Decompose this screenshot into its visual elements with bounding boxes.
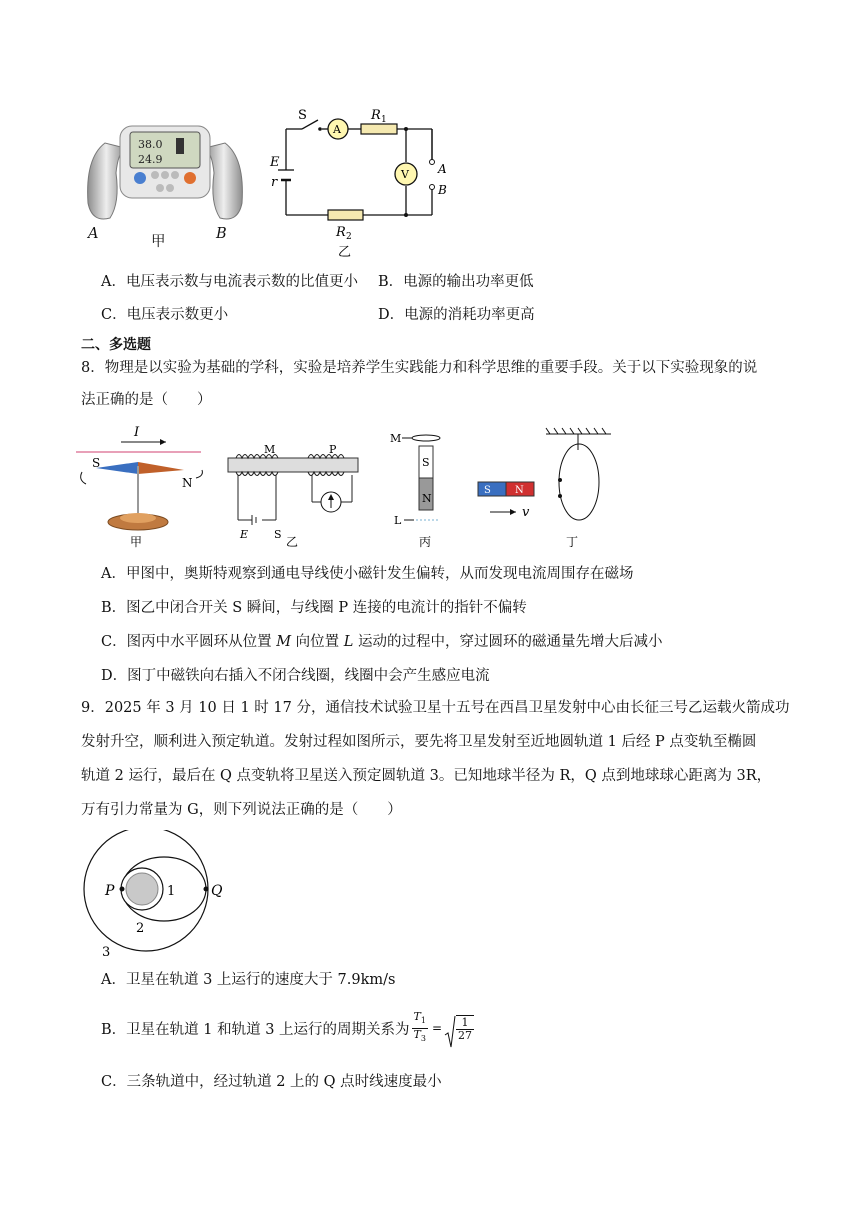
fig7-circuit — [266, 102, 466, 262]
sqrt-expression — [444, 1015, 476, 1042]
q9-stem-line1: 9．2025 年 3 月 10 日 1 时 17 分，通信技术试验卫星十五号在西昌卫星发射中心由长征三号乙运载火箭成功 — [81, 700, 790, 716]
bing-s-label: S — [422, 456, 430, 469]
lcd-bottom-reading: 24.9 — [138, 153, 163, 166]
experiment-figures — [76, 420, 636, 552]
terminal-a-label: A — [438, 162, 447, 176]
yi-s-label: S — [274, 528, 282, 541]
q9-stem-line2: 发射升空，顺利进入预定轨道。发射过程如图所示，要先将卫星发射至近地圆轨道 1 后经 P 点变轨至椭圆 — [81, 734, 757, 750]
sqrt-denominator: 27 — [458, 1028, 473, 1042]
ding-s-label: S — [484, 485, 491, 496]
q9-orbit-figure — [80, 830, 240, 960]
q7-option-b: B．电源的输出功率更低 — [378, 274, 534, 290]
q8-option-c — [101, 630, 663, 651]
t3-subscript: 3 — [420, 1033, 426, 1043]
q8-option-c-pre: C．图丙中水平圆环从位置 — [101, 634, 277, 650]
orbit-3-label: 3 — [102, 945, 111, 960]
q8-option-b: B．图乙中闭合开关 S 瞬间，与线圈 P 连接的电流计的指针不偏转 — [101, 600, 527, 616]
period-ratio-fraction — [412, 1011, 428, 1044]
q8-option-d: D．图丁中磁铁向右插入不闭合线圈，线圈中会产生感应电流 — [101, 668, 490, 684]
q9-option-c: C．三条轨道中，经过轨道 2 上的 Q 点时线速度最小 — [101, 1074, 442, 1090]
ammeter-label: A — [333, 123, 341, 136]
fig7-label-B: B — [216, 226, 227, 242]
point-p-label: P — [105, 883, 115, 899]
sqrt-icon — [444, 1015, 456, 1049]
t1-subscript: 1 — [420, 1016, 426, 1026]
q8-option-c-mid: 向位置 — [291, 634, 344, 650]
orbit-diagram — [80, 830, 240, 960]
jia-s-label: S — [92, 456, 101, 470]
q7-option-a: A．电压表示数与电流表示数的比值更小 — [101, 274, 358, 290]
lcd-top-reading: 38.0 — [138, 138, 163, 151]
internal-resistance-label: r — [271, 175, 278, 190]
ding-n-label: N — [515, 485, 524, 496]
circuit-caption: 乙 — [338, 245, 352, 260]
q9-option-b — [101, 1010, 476, 1046]
ding-v-label: v — [522, 505, 530, 520]
circuit-diagram — [266, 102, 466, 262]
fig7-caption-jia: 甲 — [151, 234, 166, 250]
jia-n-label: N — [182, 476, 193, 490]
ding-caption: 丁 — [566, 535, 579, 549]
sqrt-numerator: 1 — [456, 1017, 474, 1030]
q9-option-b-text: B．卫星在轨道 1 和轨道 3 上运行的周期关系为 — [101, 1021, 410, 1038]
q7-option-c: C．电压表示数更小 — [101, 307, 229, 323]
section-title: 二、多选题 — [81, 337, 151, 353]
orbit-1-label: 1 — [167, 884, 176, 899]
jia-caption: 甲 — [130, 535, 143, 549]
fig7-label-A: A — [88, 226, 99, 242]
terminal-b-label: B — [438, 183, 447, 197]
q9-stem-line3: 轨道 2 运行，最后在 Q 点变轨将卫星送入预定圆轨道 3。已知地球半径为 R，Q 点到地球球心距离为 3R， — [81, 768, 772, 784]
point-q-label: Q — [211, 883, 223, 899]
r1-subscript: 1 — [381, 115, 387, 125]
yi-p-label: P — [329, 443, 337, 456]
q8-option-a: A．甲图中，奥斯特观察到通电导线使小磁针发生偏转，从而发现电流周围存在磁场 — [101, 566, 634, 582]
bing-caption: 丙 — [419, 535, 432, 549]
orbit-2-label: 2 — [136, 921, 145, 936]
r2-label: R — [336, 225, 346, 240]
switch-label: S — [298, 108, 307, 123]
equals-sign: = — [431, 1021, 443, 1035]
t1-symbol: T — [413, 1010, 421, 1024]
bing-n-label: N — [422, 492, 432, 505]
q7-option-d: D．电源的消耗功率更高 — [378, 307, 535, 323]
q8-option-c-post: 运动的过程中，穿过圆环的磁通量先增大后减小 — [353, 634, 663, 650]
r1-label: R — [371, 108, 381, 123]
emf-label: E — [270, 155, 280, 170]
q8-stem-line1: 8．物理是以实验为基础的学科，实验是培养学生实践能力和科学思维的重要手段。关于以下实验现象的说 — [81, 360, 758, 376]
q8-stem-line2: 法正确的是（ ） — [81, 392, 212, 408]
bing-l-label: L — [394, 514, 402, 527]
yi-caption: 乙 — [286, 535, 299, 549]
yi-e-label: E — [240, 528, 249, 541]
q9-option-a: A．卫星在轨道 3 上运行的速度大于 7.9km/s — [101, 972, 396, 988]
bing-m-label: M — [390, 432, 402, 445]
yi-m-label: M — [264, 443, 276, 456]
r2-subscript: 2 — [346, 232, 352, 242]
t3-symbol: T — [413, 1027, 421, 1041]
voltmeter-label: V — [401, 168, 409, 181]
q8-option-c-l: L — [343, 634, 354, 650]
jia-current-label: I — [134, 425, 140, 440]
q9-stem-line4: 万有引力常量为 G，则下列说法正确的是（ ） — [81, 802, 402, 818]
q8-figures — [76, 420, 636, 552]
q8-option-c-m: M — [276, 634, 292, 650]
